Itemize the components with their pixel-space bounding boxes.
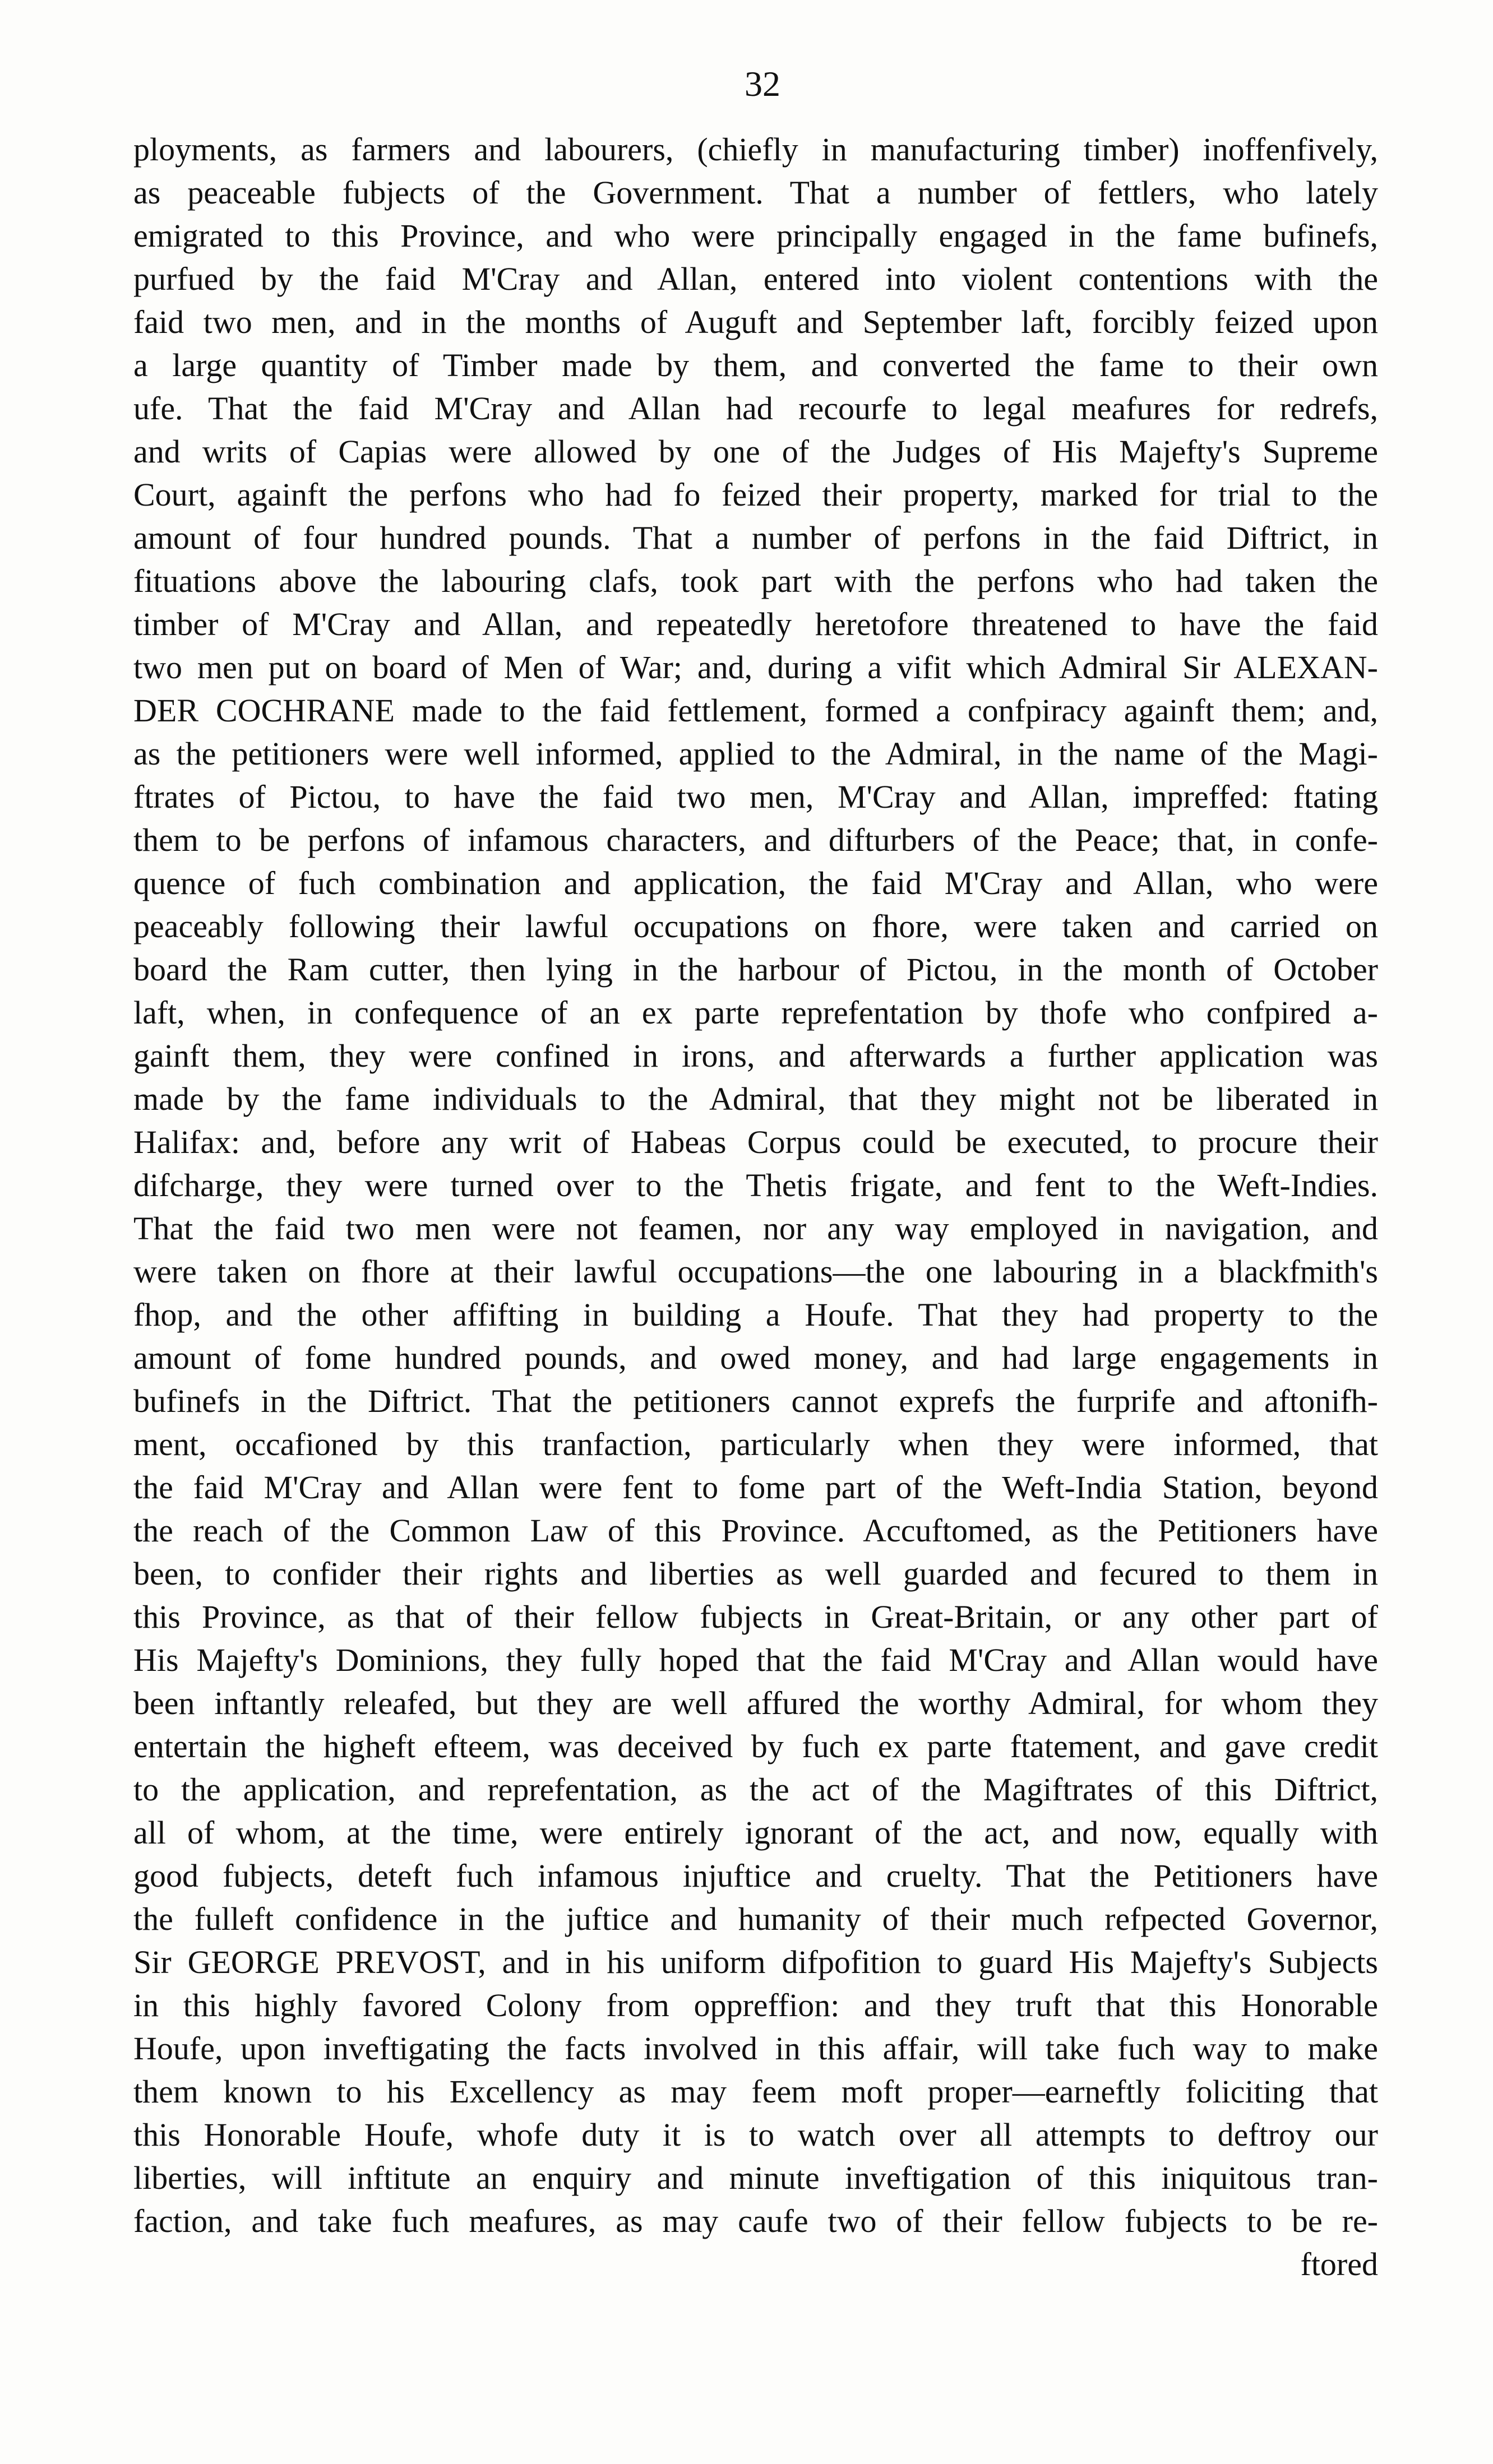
text-line: Houfe, upon inveftigating the facts involved in this affair, will take fuch way to make [133, 2030, 1378, 2067]
text-line: Halifax: and, before any writ of Habeas Corpus could be executed, to procure their [133, 1124, 1378, 1160]
text-line: faid two men, and in the months of Auguft and September laft, forcibly feized upon [133, 304, 1378, 340]
text-line: bufinefs in the Diftrict. That the petitioners cannot exprefs the furprife and aftonifh- [133, 1383, 1378, 1419]
text-line: DER COCHRANE made to the faid fettlement, formed a confpiracy againft them; and, [133, 692, 1378, 729]
text-line: amount of fome hundred pounds, and owed money, and had large engagements in [133, 1340, 1378, 1376]
text-line: the faid M'Cray and Allan were fent to fome part of the Weft-India Station, beyond [133, 1469, 1378, 1506]
text-line: good fubjects, deteft fuch infamous injuftice and cruelty. That the Petitioners have [133, 1858, 1378, 1894]
text-line: difcharge, they were turned over to the Thetis frigate, and fent to the Weft-Indies. [133, 1167, 1378, 1203]
text-line: Court, againft the perfons who had fo feized their property, marked for trial to the [133, 476, 1378, 513]
text-line: to the application, and reprefentation, as the act of the Magiftrates of this Diftrict, [133, 1771, 1378, 1808]
text-line: liberties, will inftitute an enquiry and minute inveftigation of this iniquitous tran- [133, 2160, 1378, 2196]
text-line: board the Ram cutter, then lying in the harbour of Pictou, in the month of October [133, 951, 1378, 988]
text-line: emigrated to this Province, and who were principally engaged in the fame bufinefs, [133, 217, 1378, 254]
text-line: this Province, as that of their fellow fubjects in Great-Britain, or any other part of [133, 1599, 1378, 1635]
text-line: been, to confider their rights and liberties as well guarded and fecured to them in [133, 1555, 1378, 1592]
text-line: ployments, as farmers and labourers, (chiefly in manufacturing timber) inoffenfively, [133, 131, 1378, 168]
text-line: two men put on board of Men of War; and, during a vifit which Admiral Sir ALEXAN- [133, 649, 1378, 686]
text-line: a large quantity of Timber made by them, and converted the fame to their own [133, 347, 1378, 383]
text-line: fhop, and the other affifting in building a Houfe. That they had property to the [133, 1296, 1378, 1333]
text-line: amount of four hundred pounds. That a number of perfons in the faid Diftrict, in [133, 520, 1378, 556]
text-line: quence of fuch combination and application, the faid M'Cray and Allan, who were [133, 865, 1378, 901]
text-line: entertain the higheft efteem, was deceived by fuch ex parte ftatement, and gave credit [133, 1728, 1378, 1764]
text-line: all of whom, at the time, were entirely ignorant of the act, and now, equally with [133, 1814, 1378, 1851]
text-line: been inftantly releafed, but they are well affured the worthy Admiral, for whom they [133, 1685, 1378, 1721]
text-line: them to be perfons of infamous characters, and difturbers of the Peace; that, in confe- [133, 822, 1378, 858]
text-line: timber of M'Cray and Allan, and repeatedly heretofore threatened to have the faid [133, 606, 1378, 642]
text-line: them known to his Excellency as may feem moft proper—earneftly foliciting that [133, 2073, 1378, 2110]
text-line: ufe. That the faid M'Cray and Allan had recourfe to legal meafures for redrefs, [133, 390, 1378, 427]
text-line: ment, occafioned by this tranfaction, particularly when they were informed, that [133, 1426, 1378, 1462]
text-line: in this highly favored Colony from oppreffion: and they truft that this Honorable [133, 1987, 1378, 2023]
text-line: His Majefty's Dominions, they fully hoped that the faid M'Cray and Allan would have [133, 1642, 1378, 1678]
text-line: the fulleft confidence in the juftice and humanity of their much refpected Governor, [133, 1901, 1378, 1937]
text-line: made by the fame individuals to the Admiral, that they might not be liberated in [133, 1081, 1378, 1117]
text-line: as the petitioners were well informed, applied to the Admiral, in the name of the Magi- [133, 735, 1378, 772]
text-line: gainft them, they were confined in irons, and afterwards a further application was [133, 1038, 1378, 1074]
text-line: peaceably following their lawful occupations on fhore, were taken and carried on [133, 908, 1378, 944]
text-line: the reach of the Common Law of this Province. Accuftomed, as the Petitioners have [133, 1512, 1378, 1549]
text-line: faction, and take fuch meafures, as may caufe two of their fellow fubjects to be re- [133, 2203, 1378, 2239]
text-line: and writs of Capias were allowed by one of the Judges of His Majefty's Supreme [133, 433, 1378, 470]
text-line: fituations above the labouring clafs, took part with the perfons who had taken the [133, 563, 1378, 599]
text-line: That the faid two men were not feamen, nor any way employed in navigation, and [133, 1210, 1378, 1247]
text-line: were taken on fhore at their lawful occupations—the one labouring in a blackfmith's [133, 1253, 1378, 1290]
text-line: laft, when, in confequence of an ex parte reprefentation by thofe who confpired a- [133, 994, 1378, 1031]
text-line: this Honorable Houfe, whofe duty it is to watch over all attempts to deftroy our [133, 2116, 1378, 2153]
text-line: Sir GEORGE PREVOST, and in his uniform difpofition to guard His Majefty's Subjects [133, 1944, 1378, 1980]
text-line: as peaceable fubjects of the Government. That a number of fettlers, who lately [133, 174, 1378, 211]
page-number: 32 [745, 64, 780, 104]
text-line: ftrates of Pictou, to have the faid two men, M'Cray and Allan, impreffed: ftating [133, 779, 1378, 815]
catchword: ftored [1300, 2246, 1378, 2282]
body-text [133, 128, 1378, 2286]
text-line: purfued by the faid M'Cray and Allan, entered into violent contentions with the [133, 261, 1378, 297]
